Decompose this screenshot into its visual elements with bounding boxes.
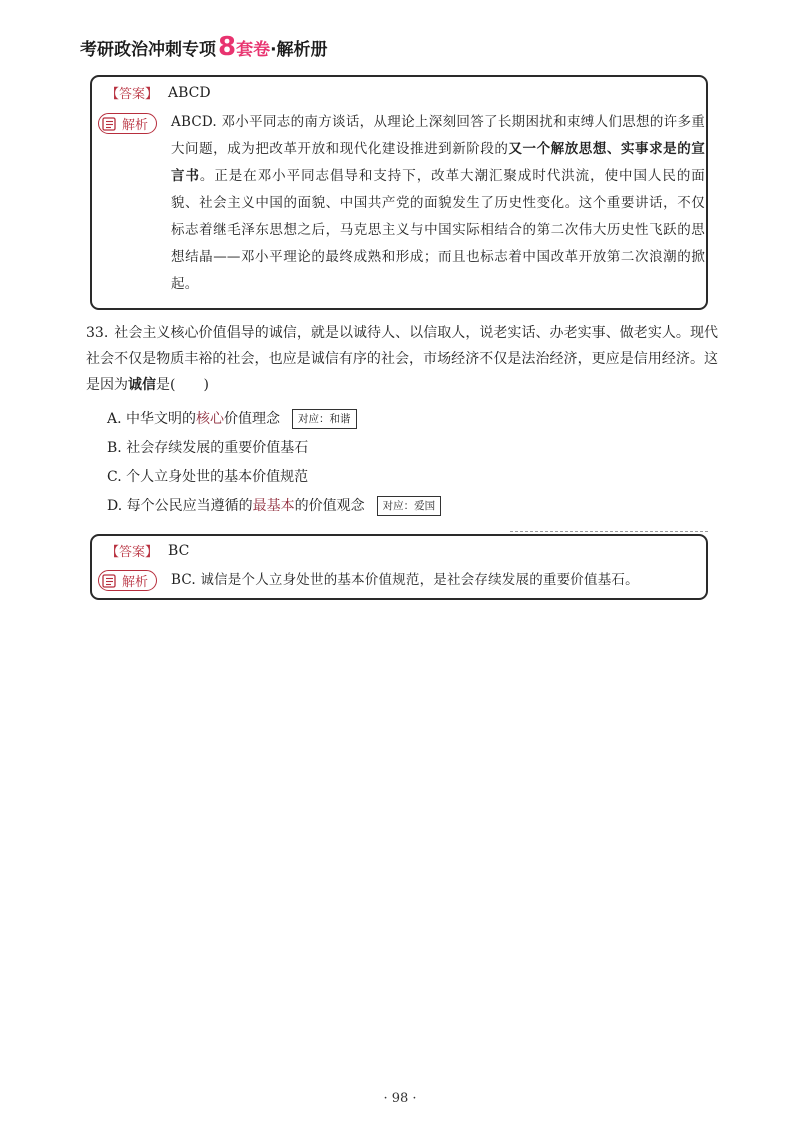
notebook-icon: [102, 117, 118, 131]
analysis-text: [171, 109, 705, 298]
question-stem-end: 是( ): [156, 377, 209, 393]
analysis-text-part: 。正是在邓小平同志倡导和支持下，改革大潮汇聚成时代洪流，使中国人民的面貌、社会主义中国的面貌、中国共产党的面貌发生了历史性变化。这个重要讲话，不仅标志着继毛泽东思想之后，马克思主义与中国实际相结合的第二次伟大历史性飞跃的思想结晶——邓小平理论的最终成熟和形成；而且也标志着中国改革开放第二次浪潮的掀起。: [171, 168, 705, 292]
analysis-badge: [98, 570, 157, 591]
page-number: · 98 ·: [383, 1091, 417, 1106]
option-text: 的价值观念: [294, 498, 365, 514]
answer-tag: 【答案】: [106, 87, 159, 102]
question-stem-text: 社会主义核心价值倡导的诚信，就是以诚待人、以信取人，说老实话、办老实事、做老实人。现代社会不仅是物质丰裕的社会，也应是诚信有序的社会，市场经济不仅是法治经济，更应是信用经济。这是因为: [86, 325, 718, 393]
option-text: C. 个人立身处世的基本价值规范: [107, 469, 309, 485]
handwritten-note: 对应：爱国: [377, 496, 442, 516]
analysis-text-part: ABCD. 邓小平同志的南方谈话，从理论上深刻回答了长期困扰和束缚人们思想的许多重大问题，成为把改革开放和现代化建设推进到新阶段的: [171, 114, 705, 157]
header-number: 8: [218, 32, 237, 62]
notebook-icon: [102, 574, 118, 588]
answer-tag: 【答案】: [106, 545, 159, 560]
analysis-label: 解析: [122, 118, 149, 133]
handwritten-note: 对应：和谐: [292, 409, 357, 429]
analysis-text: BC. 诚信是个人立身处世的基本价值规范，是社会存续发展的重要价值基石。: [171, 572, 639, 588]
header-series: 套卷: [236, 40, 271, 60]
header-subtitle: ·解析册: [270, 40, 328, 60]
page-header: [80, 30, 328, 60]
option-text: D. 每个公民应当遵循的: [107, 498, 253, 514]
analysis-badge: [98, 113, 157, 134]
option-text: 价值理念: [224, 411, 281, 427]
option-text: B. 社会存续发展的重要价值基石: [107, 440, 309, 456]
dashed-divider: [510, 531, 708, 532]
answer-value: ABCD: [168, 84, 211, 101]
analysis-key-phrase: 又一个解放思想、实事求是的宣言书: [171, 141, 705, 184]
header-title: 考研政治冲刺专项: [80, 40, 216, 60]
option-c: [107, 465, 308, 489]
question-key-word: 诚信: [128, 377, 156, 393]
analysis-label: 解析: [122, 575, 149, 590]
question-number: 33.: [86, 325, 109, 341]
answer-row: [106, 83, 211, 102]
option-d: [107, 494, 441, 518]
option-a: [107, 407, 357, 431]
answer-box-32: [90, 75, 708, 310]
question-33-stem: [86, 320, 718, 398]
answer-row: [106, 541, 189, 560]
option-highlight: 核心: [196, 411, 225, 427]
option-text: A. 中华文明的: [107, 411, 197, 427]
option-b: [107, 436, 308, 460]
answer-value: BC: [168, 542, 190, 559]
option-highlight: 最基本: [252, 498, 295, 514]
answer-box-33: [90, 534, 708, 600]
